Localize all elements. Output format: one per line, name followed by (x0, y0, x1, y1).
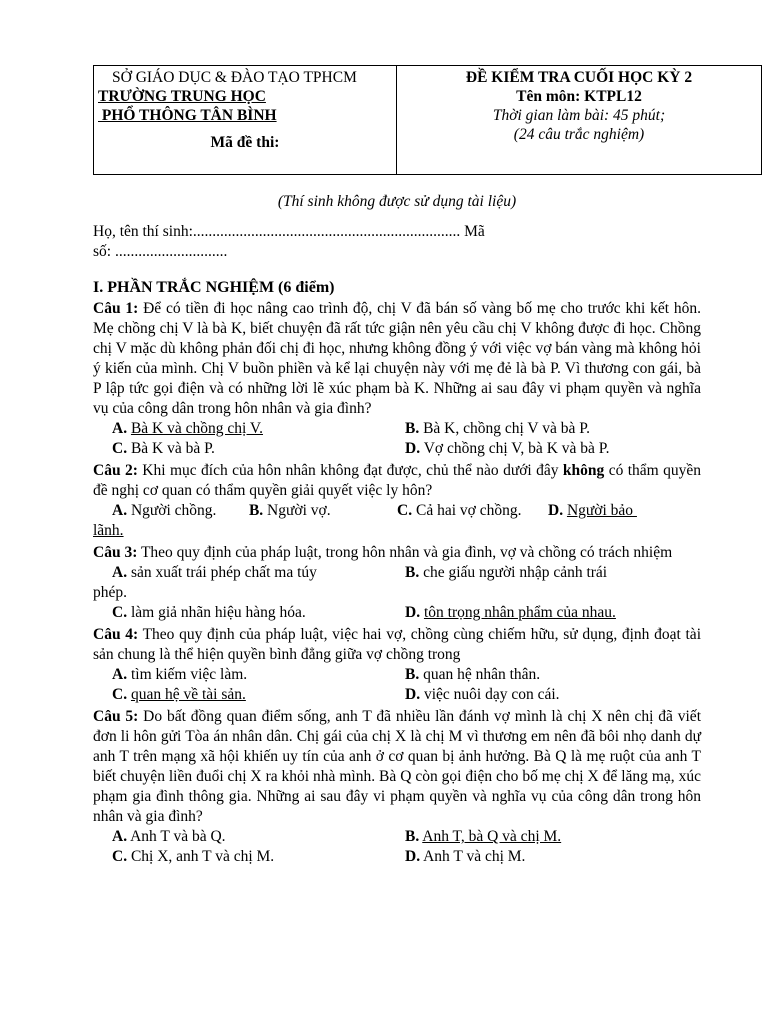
question-2-text-emphasis: không (562, 462, 605, 479)
q4-option-d-label: D. (405, 686, 421, 703)
exam-title: ĐỀ KIỂM TRA CUỐI HỌC KỲ 2 (465, 69, 693, 86)
question-5-options-row2 (93, 847, 701, 867)
student-number-line: số: ............................. (93, 243, 228, 260)
q3-option-c-label: C. (112, 604, 128, 621)
q5-option-a: Anh T và bà Q. (130, 828, 226, 845)
q1-option-c-label: C. (112, 440, 128, 457)
q3-option-b: che giấu người nhập cảnh trái (423, 564, 608, 581)
question-3-label: Câu 3: (93, 544, 138, 561)
q2-option-d-label: D. (548, 502, 564, 519)
question-2-label: Câu 2: (93, 462, 138, 479)
exam-code-label: Mã đề thi: (210, 134, 280, 151)
exam-page (93, 65, 701, 867)
q1-option-b: Bà K, chồng chị V và bà P. (423, 420, 590, 437)
question-5-text: Do bất đồng quan điểm sống, anh T đã nhiều lần đánh vợ mình là chị X nên chị đã viết đơn li hôn gửi Tòa án nhân dân. Chị gái của chị X là chị M vì thương em nên đã bôi nhọ danh dự anh T trên mạng xã hội khiến uy tín của anh ở cơ quan bị ảnh hưởng. Bà Q là mẹ ruột của anh T biết chuyện liền đuổi chị X ra khỏi nhà mình. Bà Q còn gọi điện cho bố mẹ chị X để lăng mạ, xúc phạm gia đình thông gia. Những ai sau đây vi phạm quyền và nghĩa vụ của công dân trong hôn nhân và gia đình? (93, 708, 701, 825)
q5-option-a-label: A. (112, 828, 128, 845)
q2-option-a-label: A. (112, 502, 128, 519)
q1-option-a: Bà K và chồng chị V. (130, 420, 263, 437)
q1-option-d-label: D. (405, 440, 421, 457)
question-4-text: Theo quy định của pháp luật, việc hai vợ, chồng cùng chiếm hữu, sử dụng, định đoạt tài sản chung là thể hiện quyền bình đẳng giữa vợ chồng trong (93, 626, 701, 663)
question-4-options-row2 (93, 685, 701, 705)
question-count: (24 câu trắc nghiệm) (513, 126, 645, 143)
q4-option-c-label: C. (112, 686, 128, 703)
q4-option-a-label: A. (112, 666, 128, 683)
q2-option-b: Người vợ. (267, 502, 331, 519)
student-info (93, 222, 701, 262)
q1-option-a-label: A. (112, 420, 128, 437)
q3-option-b-label: B. (405, 564, 420, 581)
question-1 (93, 299, 701, 419)
q4-option-b: quan hệ nhân thân. (423, 666, 541, 683)
question-1-options-row1 (93, 419, 701, 439)
question-5-options-row1 (93, 827, 701, 847)
exam-info-cell (397, 66, 762, 175)
question-3-options-cont (93, 583, 701, 603)
q1-option-b-label: B. (405, 420, 420, 437)
school-name-line1: TRƯỜNG TRUNG HỌC (98, 88, 266, 105)
q1-option-c: Bà K và bà P. (130, 440, 215, 457)
q5-option-d-label: D. (405, 848, 421, 865)
q2-option-d-part1: Người bảo (566, 502, 637, 519)
question-4-label: Câu 4: (93, 626, 139, 643)
question-1-label: Câu 1: (93, 300, 139, 317)
question-1-text: Để có tiền đi học nâng cao trình độ, chị V đã bán số vàng bố mẹ cho trước khi kết hôn. Mẹ chồng chị V là bà K, biết chuyện đã rất tức giận nên yêu cầu chị V không được đi học. Chồng chị V mặc dù không phản đối chị đi học, nhưng không đồng ý với việc vợ bán vàng mà không hỏi ý kiến của mình. Chị V buồn phiền và kể lại chuyện này với mẹ đẻ là bà P. Vì thương con gái, bà P lập tức gọi điện và có những lời lẽ xúc phạm bà K. Những ai sau đây vi phạm quyền và nghĩa vụ của công dân trong hôn nhân và gia đình? (93, 300, 701, 417)
q2-option-b-label: B. (248, 502, 264, 519)
question-1-options-row2 (93, 439, 701, 459)
q5-option-c-label: C. (112, 848, 128, 865)
q5-option-b: Anh T, bà Q và chị M. (422, 828, 562, 845)
student-name-line: Họ, tên thí sinh:..................................................................... Mã (93, 223, 485, 240)
q5-option-d: Anh T và chị M. (423, 848, 526, 865)
school-info-cell (94, 66, 397, 175)
question-3-text: Theo quy định của pháp luật, trong hôn nhân và gia đình, vợ và chồng có trách nhiệm (137, 544, 673, 561)
question-4-options-row1 (93, 665, 701, 685)
question-2-text-after: có thẩm quyền đề nghị cơ quan có thẩm quyền giải quyết việc ly hôn? (93, 462, 701, 499)
q5-option-c: Chị X, anh T và chị M. (130, 848, 275, 865)
question-3 (93, 543, 701, 563)
question-3-options-row2 (93, 603, 701, 623)
q3-option-d-label: D. (405, 604, 421, 621)
question-2-options (93, 501, 701, 521)
q4-option-a: tìm kiếm việc làm. (130, 666, 248, 683)
exam-header-table (93, 65, 762, 175)
question-2-options-cont (93, 521, 701, 541)
subject-name: Tên môn: KTPL12 (516, 88, 642, 105)
question-5-label: Câu 5: (93, 708, 139, 725)
section-title: I. PHẦN TRẮC NGHIỆM (6 điểm) (93, 279, 335, 296)
q3-option-a-label: A. (112, 564, 128, 581)
department-name: SỞ GIÁO DỤC & ĐÀO TẠO TPHCM (112, 69, 357, 86)
q2-option-a: Người chồng. (130, 502, 217, 519)
exam-note: (Thí sinh không được sử dụng tài liệu) (277, 193, 517, 210)
q3-option-d: tôn trọng nhân phẩm của nhau. (423, 604, 616, 621)
q3-option-c: làm giả nhãn hiệu hàng hóa. (130, 604, 306, 621)
q2-option-d-part2: lãnh. (93, 522, 124, 539)
question-2 (93, 461, 701, 501)
question-2-text-before: Khi mục đích của hôn nhân không đạt được, chủ thể nào dưới đây (137, 462, 563, 479)
question-5 (93, 707, 701, 827)
question-4 (93, 625, 701, 665)
q3-option-a: sản xuất trái phép chất ma túy (130, 564, 317, 581)
q4-option-d: việc nuôi dạy con cái. (423, 686, 560, 703)
q1-option-d: Vợ chồng chị V, bà K và bà P. (423, 440, 610, 457)
q2-option-c-label: C. (397, 502, 413, 519)
q2-option-c: Cả hai vợ chồng. (416, 502, 522, 519)
q5-option-b-label: B. (405, 828, 420, 845)
q3-option-b-cont: phép. (93, 584, 128, 601)
question-3-options-row1 (93, 563, 701, 583)
exam-duration: Thời gian làm bài: 45 phút; (492, 107, 666, 124)
q4-option-b-label: B. (405, 666, 420, 683)
q4-option-c: quan hệ về tài sản. (130, 686, 246, 703)
school-name-line2: PHỔ THÔNG TÂN BÌNH (98, 107, 277, 124)
